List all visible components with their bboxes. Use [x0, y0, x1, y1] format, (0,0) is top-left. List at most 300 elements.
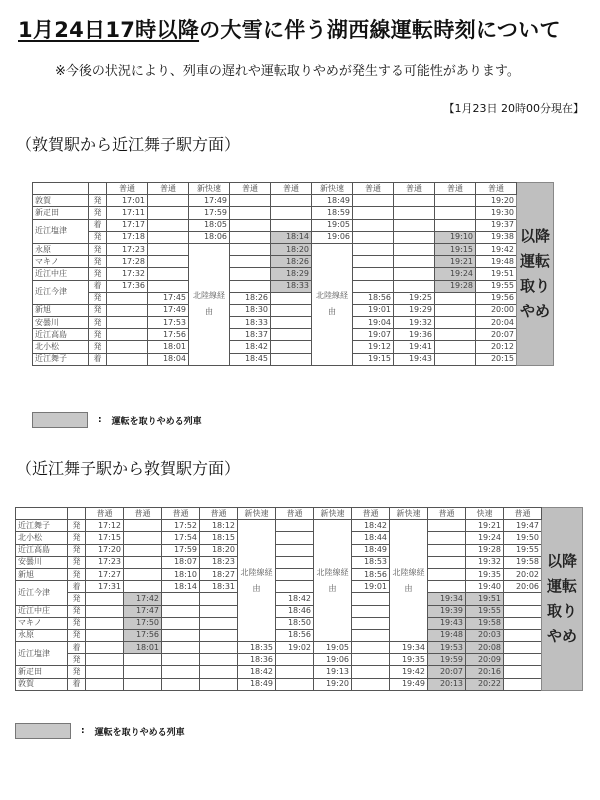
station-name: 北小松: [16, 532, 68, 544]
time-cell: 19:06: [312, 231, 353, 243]
time-cell: [162, 605, 200, 617]
train-type: 新快速: [312, 183, 353, 195]
time-cell: 19:29: [394, 304, 435, 316]
cancelled-time-cell: 19:59: [428, 654, 466, 666]
time-cell: [148, 231, 189, 243]
time-cell: 18:56: [276, 629, 314, 641]
time-cell: 18:44: [352, 532, 390, 544]
time-cell: [352, 605, 390, 617]
time-cell: 19:24: [466, 532, 504, 544]
train-type: 普通: [162, 508, 200, 520]
table-row: [33, 304, 554, 316]
cancelled-time-cell: 17:47: [124, 605, 162, 617]
time-cell: [352, 629, 390, 641]
station-name: 近江塩津: [16, 642, 68, 666]
time-cell: [200, 642, 238, 654]
arrival-departure-marker: 発: [68, 593, 86, 605]
time-cell: 19:05: [314, 642, 352, 654]
time-cell: [107, 292, 148, 304]
time-cell: 19:32: [394, 317, 435, 329]
section-title-omimaiko-to-tsuruga: （近江舞子駅から敦賀駅方面）: [16, 459, 241, 478]
table-row: [33, 219, 554, 231]
time-cell: 20:06: [504, 581, 542, 593]
train-type: 普通: [435, 183, 476, 195]
time-cell: [504, 666, 542, 678]
time-cell: [276, 581, 314, 593]
time-cell: [276, 654, 314, 666]
train-type: 普通: [124, 508, 162, 520]
time-cell: 19:01: [352, 581, 390, 593]
time-cell: 19:30: [476, 207, 517, 219]
time-cell: 20:04: [476, 317, 517, 329]
time-cell: [435, 329, 476, 341]
time-cell: [428, 581, 466, 593]
arrival-departure-marker: 発: [89, 243, 107, 255]
time-cell: 19:05: [312, 219, 353, 231]
arrival-departure-marker: 発: [89, 207, 107, 219]
time-cell: [86, 629, 124, 641]
time-cell: [428, 556, 466, 568]
time-cell: [428, 532, 466, 544]
time-cell: [86, 605, 124, 617]
time-cell: [353, 195, 394, 207]
cancelled-time-cell: 19:28: [435, 280, 476, 292]
cancelled-time-cell: 17:42: [124, 593, 162, 605]
time-cell: 18:42: [352, 520, 390, 532]
table-row: [33, 341, 554, 353]
table-row: [16, 520, 583, 532]
time-cell: [353, 256, 394, 268]
legend: [15, 723, 185, 739]
station-name: 北小松: [33, 341, 89, 353]
time-cell: [162, 666, 200, 678]
time-cell: [86, 678, 124, 690]
time-cell: 17:59: [162, 544, 200, 556]
cancelled-time-cell: 19:39: [428, 605, 466, 617]
arrival-departure-marker: 発: [68, 605, 86, 617]
arrival-departure-marker: 発: [89, 304, 107, 316]
legend-text: 運転を取りやめる列車: [94, 727, 185, 738]
time-cell: 19:32: [466, 556, 504, 568]
time-cell: [435, 341, 476, 353]
time-cell: 18:59: [312, 207, 353, 219]
via-hokuriku-line-note: 北陸線経由: [314, 520, 352, 642]
arrival-departure-marker: 発: [89, 292, 107, 304]
time-cell: [352, 666, 390, 678]
time-cell: 19:01: [353, 304, 394, 316]
time-cell: [86, 666, 124, 678]
time-cell: [148, 268, 189, 280]
train-type: 普通: [271, 183, 312, 195]
time-cell: 18:50: [276, 617, 314, 629]
time-cell: [504, 605, 542, 617]
train-type: 新快速: [314, 508, 352, 520]
time-cell: [504, 593, 542, 605]
table-row: [33, 195, 554, 207]
train-type: 普通: [148, 183, 189, 195]
station-name: 近江中庄: [33, 268, 89, 280]
time-cell: [276, 520, 314, 532]
time-cell: [107, 353, 148, 365]
table-row: [16, 642, 583, 654]
section-title-tsuruga-to-omimaiko: （敦賀駅から近江舞子駅方面）: [16, 135, 241, 154]
table-row: [16, 593, 583, 605]
time-cell: 17:32: [107, 268, 148, 280]
page-title: [18, 14, 561, 44]
time-cell: [230, 231, 271, 243]
train-type: 普通: [107, 183, 148, 195]
as-of-timestamp: 【1月23日 20時00分現在】: [443, 102, 584, 115]
station-name: 近江今津: [33, 280, 89, 304]
time-cell: 18:56: [353, 292, 394, 304]
table-row: [33, 329, 554, 341]
time-cell: [230, 219, 271, 231]
header-row: [16, 508, 583, 520]
time-cell: [276, 568, 314, 580]
via-hokuriku-line-note: 北陸線経由: [238, 520, 276, 642]
time-cell: 19:50: [504, 532, 542, 544]
time-cell: 17:27: [86, 568, 124, 580]
time-cell: 19:55: [476, 280, 517, 292]
time-cell: [353, 280, 394, 292]
time-cell: [200, 654, 238, 666]
time-cell: [162, 617, 200, 629]
train-type: 快速: [466, 508, 504, 520]
arrival-departure-marker: 着: [68, 642, 86, 654]
cancelled-time-cell: 18:33: [271, 280, 312, 292]
time-cell: 18:42: [276, 593, 314, 605]
time-cell: 19:51: [476, 268, 517, 280]
time-cell: 17:23: [107, 243, 148, 255]
time-cell: [230, 243, 271, 255]
station-name: 安曇川: [16, 556, 68, 568]
arrival-departure-marker: 発: [89, 231, 107, 243]
time-cell: 18:12: [200, 520, 238, 532]
time-cell: 19:12: [353, 341, 394, 353]
via-hokuriku-line-note: 北陸線経由: [390, 520, 428, 642]
time-cell: [394, 195, 435, 207]
time-cell: [148, 207, 189, 219]
time-cell: 17:01: [107, 195, 148, 207]
time-cell: 19:49: [390, 678, 428, 690]
time-cell: 18:27: [200, 568, 238, 580]
time-cell: 17:36: [107, 280, 148, 292]
time-cell: 18:42: [238, 666, 276, 678]
time-cell: 18:26: [230, 292, 271, 304]
cancelled-time-cell: 19:51: [466, 593, 504, 605]
table-row: [33, 268, 554, 280]
time-cell: 19:48: [476, 256, 517, 268]
cancelled-time-cell: 20:07: [428, 666, 466, 678]
time-cell: 19:58: [504, 556, 542, 568]
station-name: 近江今津: [16, 581, 68, 605]
time-cell: 19:21: [466, 520, 504, 532]
station-name: 近江高島: [33, 329, 89, 341]
time-cell: 18:56: [352, 568, 390, 580]
time-cell: 18:10: [162, 568, 200, 580]
cancelled-time-cell: 20:09: [466, 654, 504, 666]
time-cell: [353, 219, 394, 231]
time-cell: [276, 532, 314, 544]
time-cell: [200, 593, 238, 605]
time-cell: [276, 666, 314, 678]
time-cell: 18:53: [352, 556, 390, 568]
time-cell: 19:43: [394, 353, 435, 365]
station-name: 安曇川: [33, 317, 89, 329]
table-row: [16, 532, 583, 544]
via-hokuriku-line-note: 北陸線経由: [189, 243, 230, 365]
time-cell: [124, 678, 162, 690]
table-row: [16, 581, 583, 593]
time-cell: [86, 642, 124, 654]
station-name: マキノ: [16, 617, 68, 629]
time-cell: [428, 520, 466, 532]
header-arr-dep: [68, 508, 86, 520]
legend-swatch-cancelled: [15, 723, 71, 739]
time-cell: [276, 544, 314, 556]
time-cell: 19:40: [466, 581, 504, 593]
station-name: マキノ: [33, 256, 89, 268]
time-cell: [428, 544, 466, 556]
time-cell: [124, 520, 162, 532]
train-type: 普通: [230, 183, 271, 195]
time-cell: [504, 629, 542, 641]
table-row: [33, 243, 554, 255]
table-row: [16, 654, 583, 666]
time-cell: [353, 207, 394, 219]
station-name: 近江中庄: [16, 605, 68, 617]
time-cell: [394, 207, 435, 219]
time-cell: 18:49: [312, 195, 353, 207]
time-cell: 19:25: [394, 292, 435, 304]
time-cell: 18:35: [238, 642, 276, 654]
service-suspended-after-label: 以降運転取りやめ: [542, 508, 583, 691]
time-cell: [162, 654, 200, 666]
time-cell: 17:52: [162, 520, 200, 532]
cancelled-time-cell: 20:03: [466, 629, 504, 641]
time-cell: [271, 353, 312, 365]
time-cell: [148, 219, 189, 231]
time-cell: [200, 678, 238, 690]
table-row: [16, 666, 583, 678]
cancelled-time-cell: 20:22: [466, 678, 504, 690]
arrival-departure-marker: 発: [89, 317, 107, 329]
arrival-departure-marker: 発: [89, 268, 107, 280]
time-cell: 18:37: [230, 329, 271, 341]
cancelled-time-cell: 18:26: [271, 256, 312, 268]
time-cell: 17:54: [162, 532, 200, 544]
legend-text: 運転を取りやめる列車: [111, 416, 202, 427]
cancelled-time-cell: 19:43: [428, 617, 466, 629]
cancelled-time-cell: 19:10: [435, 231, 476, 243]
time-cell: [394, 268, 435, 280]
time-cell: [124, 654, 162, 666]
time-cell: [148, 280, 189, 292]
time-cell: 17:20: [86, 544, 124, 556]
train-type: 普通: [504, 508, 542, 520]
time-cell: [200, 605, 238, 617]
time-cell: 18:31: [200, 581, 238, 593]
time-cell: 19:34: [390, 642, 428, 654]
time-cell: 20:15: [476, 353, 517, 365]
time-cell: [504, 617, 542, 629]
cancelled-time-cell: 18:14: [271, 231, 312, 243]
title-date-range: 1月24日17時以降: [18, 18, 200, 42]
time-cell: 18:49: [352, 544, 390, 556]
time-cell: [124, 544, 162, 556]
time-cell: 17:12: [86, 520, 124, 532]
time-cell: 19:07: [353, 329, 394, 341]
arrival-departure-marker: 着: [68, 581, 86, 593]
time-cell: [352, 593, 390, 605]
time-cell: 20:00: [476, 304, 517, 316]
time-cell: 17:17: [107, 219, 148, 231]
table-row: [16, 544, 583, 556]
time-cell: [86, 617, 124, 629]
time-cell: [162, 593, 200, 605]
time-cell: [124, 532, 162, 544]
cancelled-time-cell: 19:15: [435, 243, 476, 255]
cancelled-time-cell: 19:53: [428, 642, 466, 654]
time-cell: 19:38: [476, 231, 517, 243]
table-row: [33, 353, 554, 365]
time-cell: [230, 207, 271, 219]
time-cell: [148, 243, 189, 255]
time-cell: 18:42: [230, 341, 271, 353]
time-cell: [394, 231, 435, 243]
time-cell: [271, 219, 312, 231]
time-cell: 19:20: [314, 678, 352, 690]
time-cell: [352, 678, 390, 690]
table-row: [16, 568, 583, 580]
time-cell: [353, 268, 394, 280]
time-cell: [435, 317, 476, 329]
time-cell: [124, 556, 162, 568]
time-cell: [200, 629, 238, 641]
time-cell: 17:11: [107, 207, 148, 219]
time-cell: 19:02: [276, 642, 314, 654]
arrival-departure-marker: 発: [68, 568, 86, 580]
time-cell: 17:53: [148, 317, 189, 329]
time-cell: 18:14: [162, 581, 200, 593]
time-cell: [353, 231, 394, 243]
station-name: 近江塩津: [33, 219, 89, 243]
train-type: 新快速: [390, 508, 428, 520]
table-row: [33, 256, 554, 268]
time-cell: [435, 292, 476, 304]
time-cell: 19:04: [353, 317, 394, 329]
station-name: 新疋田: [33, 207, 89, 219]
time-cell: [352, 617, 390, 629]
time-cell: 19:36: [394, 329, 435, 341]
time-cell: [435, 304, 476, 316]
arrival-departure-marker: 着: [89, 353, 107, 365]
time-cell: [148, 256, 189, 268]
time-cell: [394, 219, 435, 231]
time-cell: 18:23: [200, 556, 238, 568]
time-cell: 18:07: [162, 556, 200, 568]
cancelled-time-cell: 18:29: [271, 268, 312, 280]
time-cell: [107, 329, 148, 341]
time-cell: [435, 207, 476, 219]
arrival-departure-marker: 発: [68, 544, 86, 556]
arrival-departure-marker: 着: [89, 219, 107, 231]
time-cell: [200, 617, 238, 629]
time-cell: 19:41: [394, 341, 435, 353]
time-cell: 20:02: [504, 568, 542, 580]
table-row: [33, 207, 554, 219]
legend: [32, 412, 202, 428]
station-name: 敦賀: [33, 195, 89, 207]
arrival-departure-marker: 発: [89, 341, 107, 353]
arrival-departure-marker: 着: [68, 678, 86, 690]
time-cell: [162, 678, 200, 690]
time-cell: 18:05: [189, 219, 230, 231]
legend-colon: :: [81, 726, 85, 736]
time-cell: [200, 666, 238, 678]
time-cell: 18:04: [148, 353, 189, 365]
time-cell: [352, 642, 390, 654]
time-cell: [271, 304, 312, 316]
station-name: 近江舞子: [33, 353, 89, 365]
time-cell: 18:01: [148, 341, 189, 353]
cancelled-time-cell: 17:56: [124, 629, 162, 641]
time-cell: 17:59: [189, 207, 230, 219]
via-hokuriku-line-note: 北陸線経由: [312, 243, 353, 365]
cancelled-time-cell: 19:48: [428, 629, 466, 641]
time-cell: 17:49: [189, 195, 230, 207]
train-type: 普通: [352, 508, 390, 520]
time-cell: [394, 256, 435, 268]
time-cell: 17:31: [86, 581, 124, 593]
cancelled-time-cell: 20:16: [466, 666, 504, 678]
time-cell: 18:49: [238, 678, 276, 690]
time-cell: [504, 654, 542, 666]
timetable-omimaiko-to-tsuruga: [15, 507, 583, 691]
time-cell: 18:33: [230, 317, 271, 329]
cancelled-time-cell: 19:21: [435, 256, 476, 268]
time-cell: [428, 568, 466, 580]
cancelled-time-cell: 19:55: [466, 605, 504, 617]
train-type: 新快速: [189, 183, 230, 195]
station-name: 近江舞子: [16, 520, 68, 532]
time-cell: [162, 642, 200, 654]
time-cell: [271, 317, 312, 329]
train-type: 普通: [428, 508, 466, 520]
time-cell: 19:47: [504, 520, 542, 532]
arrival-departure-marker: 発: [68, 556, 86, 568]
time-cell: 17:15: [86, 532, 124, 544]
time-cell: [271, 341, 312, 353]
time-cell: 19:13: [314, 666, 352, 678]
time-cell: 20:12: [476, 341, 517, 353]
time-cell: [230, 195, 271, 207]
table-row: [33, 280, 554, 292]
time-cell: 19:56: [476, 292, 517, 304]
time-cell: [124, 581, 162, 593]
time-cell: [276, 556, 314, 568]
table-row: [33, 231, 554, 243]
cancelled-time-cell: 20:13: [428, 678, 466, 690]
arrival-departure-marker: 発: [89, 195, 107, 207]
table-row: [16, 629, 583, 641]
time-cell: [435, 195, 476, 207]
cancelled-time-cell: 18:20: [271, 243, 312, 255]
service-suspended-after-label: 以降運転取りやめ: [517, 183, 554, 366]
time-cell: [271, 292, 312, 304]
time-cell: 17:45: [148, 292, 189, 304]
time-cell: [230, 280, 271, 292]
